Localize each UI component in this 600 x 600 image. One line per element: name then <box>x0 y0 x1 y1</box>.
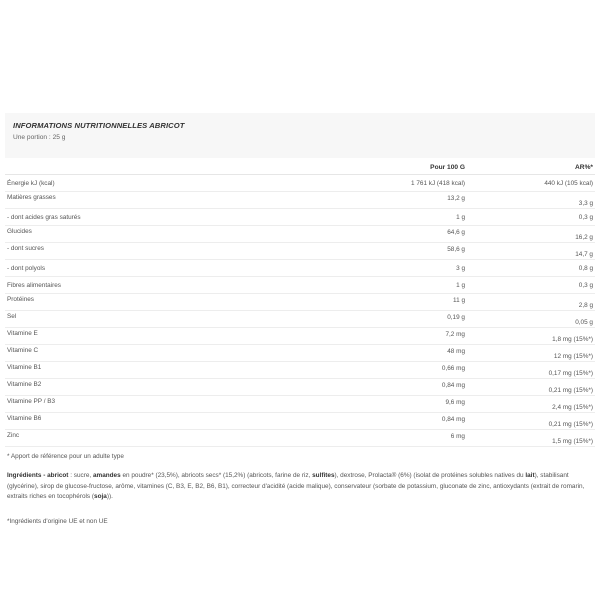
nutrient-name: Glucides <box>5 226 295 243</box>
table-row <box>5 294 595 311</box>
value-reference-intake: 2,8 g <box>465 294 595 311</box>
value-per-100g: 13,2 g <box>295 192 465 209</box>
nutrient-name: Sel <box>5 311 295 328</box>
value-per-100g: 1 g <box>295 277 465 294</box>
ingredient-text: : sucre, <box>68 472 93 479</box>
ingredient-allergen: sulfites <box>312 472 335 479</box>
value-per-100g: 11 g <box>295 294 465 311</box>
table-row <box>5 226 595 243</box>
nutrition-table <box>5 162 595 447</box>
value-per-100g: 9,6 mg <box>295 396 465 413</box>
nutrient-name: Zinc <box>5 430 295 447</box>
value-reference-intake: 16,2 g <box>465 226 595 243</box>
nutrient-name: - dont acides gras saturés <box>5 209 295 226</box>
value-reference-intake: 14,7 g <box>465 243 595 260</box>
value-reference-intake: 1,5 mg (15%*) <box>465 430 595 447</box>
origin-note: *Ingrédients d'origine UE et non UE <box>7 517 108 525</box>
table-row <box>5 175 595 192</box>
nutrient-name: Vitamine B2 <box>5 379 295 396</box>
nutrient-name: Vitamine C <box>5 345 295 362</box>
table-row <box>5 209 595 226</box>
nutrient-name: - dont polyols <box>5 260 295 277</box>
ingredient-text: ), stabilisant (glycérine), sirop de glucose-fructose, arôme, vitamines (C, B3, E, B2, B6, B1), correcteur d'acidité (acide malique), conservateur (sorbate de potassium, gluconate de zinc, antioxydants (extrait de romarin, extraits riches en tocophérols ( <box>7 472 585 500</box>
value-per-100g: 0,19 g <box>295 311 465 328</box>
value-per-100g: 1 g <box>295 209 465 226</box>
value-per-100g: 3 g <box>295 260 465 277</box>
value-per-100g: 48 mg <box>295 345 465 362</box>
value-reference-intake: 0,21 mg (15%*) <box>465 413 595 430</box>
value-per-100g: 58,6 g <box>295 243 465 260</box>
value-per-100g: 7,2 mg <box>295 328 465 345</box>
nutrient-name: - dont sucres <box>5 243 295 260</box>
table-row <box>5 277 595 294</box>
column-header-ar: AR%* <box>465 162 595 175</box>
table-row <box>5 311 595 328</box>
table-row <box>5 260 595 277</box>
ingredient-text: ), dextrose, Prolacta® (6%) (isolat de protéines solubles natives du <box>334 472 526 479</box>
nutrient-name: Vitamine PP / B3 <box>5 396 295 413</box>
value-reference-intake: 12 mg (15%*) <box>465 345 595 362</box>
value-per-100g: 0,84 mg <box>295 413 465 430</box>
value-reference-intake: 0,8 g <box>465 260 595 277</box>
nutrient-name: Vitamine B6 <box>5 413 295 430</box>
value-reference-intake: 1,8 mg (15%*) <box>465 328 595 345</box>
value-per-100g: 0,84 mg <box>295 379 465 396</box>
column-header-per100: Pour 100 G <box>295 162 465 175</box>
table-row <box>5 396 595 413</box>
table-row <box>5 345 595 362</box>
value-per-100g: 6 mg <box>295 430 465 447</box>
table-row <box>5 430 595 447</box>
table-row <box>5 413 595 430</box>
value-reference-intake: 0,3 g <box>465 209 595 226</box>
ingredient-allergen: lait <box>525 472 535 479</box>
nutrition-header <box>5 113 595 158</box>
ingredient-allergen: amandes <box>92 472 121 479</box>
value-reference-intake: 0,21 mg (15%*) <box>465 379 595 396</box>
ingredients-text <box>5 471 593 503</box>
ingredient-text: en poudre* (23,5%), abricots secs* (15,2%) (abricots, farine de riz, <box>120 472 313 479</box>
column-header-name <box>5 162 295 175</box>
nutrition-panel <box>5 113 595 526</box>
value-per-100g: 0,66 mg <box>295 362 465 379</box>
table-row <box>5 243 595 260</box>
nutrition-table-body <box>5 175 595 447</box>
value-reference-intake: 0,3 g <box>465 277 595 294</box>
nutrient-name: Fibres alimentaires <box>5 277 295 294</box>
table-row <box>5 362 595 379</box>
value-reference-intake: 2,4 mg (15%*) <box>465 396 595 413</box>
ingredient-text: )). <box>106 493 113 500</box>
value-per-100g: 1 761 kJ (418 kcal) <box>295 175 465 192</box>
table-row <box>5 192 595 209</box>
ingredient-allergen: soja <box>94 493 107 500</box>
table-header-row <box>5 162 595 175</box>
nutrient-name: Vitamine E <box>5 328 295 345</box>
reference-footnote: * Apport de référence pour un adulte type <box>7 453 124 460</box>
table-row <box>5 379 595 396</box>
nutrient-name: Vitamine B1 <box>5 362 295 379</box>
value-reference-intake: 0,17 mg (15%*) <box>465 362 595 379</box>
value-per-100g: 64,6 g <box>295 226 465 243</box>
nutrient-name: Matières grasses <box>5 192 295 209</box>
nutrient-name: Énergie kJ (kcal) <box>5 175 295 192</box>
table-row <box>5 328 595 345</box>
nutrition-title: INFORMATIONS NUTRITIONNELLES ABRICOT <box>13 121 185 130</box>
portion-size: Une portion : 25 g <box>13 134 66 141</box>
ingredient-allergen: Ingrédients - abricot <box>7 472 69 479</box>
value-reference-intake: 440 kJ (105 kcal) <box>465 175 595 192</box>
value-reference-intake: 3,3 g <box>465 192 595 209</box>
nutrient-name: Protéines <box>5 294 295 311</box>
value-reference-intake: 0,05 g <box>465 311 595 328</box>
